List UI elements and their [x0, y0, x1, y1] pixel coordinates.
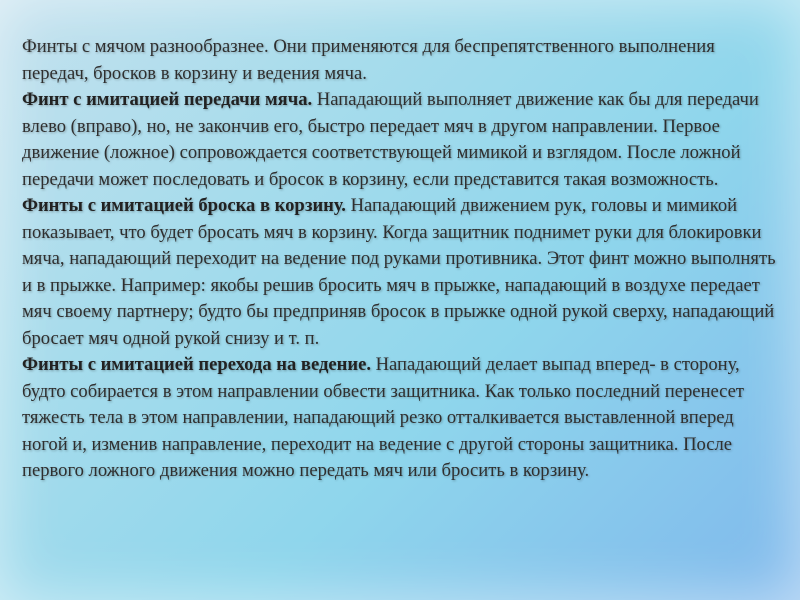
paragraph-heading: Финт с имитацией передачи мяча. — [22, 89, 313, 110]
slide-text-body — [22, 34, 784, 485]
paragraph-text: Нападающий делает выпад вперед- в сторону, будто собирается в этом направлении обвести защитника. Как только последний перенесет тяжесть тела в этом направлении, нападающий резко отталкивается выставленной вперед ногой и, изменив направление, переходит на ведение с другой стороны защитника. После первого ложного движения можно передать мяч или бросить в корзину. — [22, 354, 745, 481]
paragraph-text: Финты с мячом разнообразнее. Они применяются для беспрепятственного выполнения передач, бросков в корзину и ведения мяча. — [22, 36, 715, 84]
paragraph-dribble-fake — [22, 352, 784, 485]
paragraph-shot-fake — [22, 193, 784, 352]
paragraph-pass-fake — [22, 87, 784, 193]
paragraph-text: Нападающий движением рук, головы и мимикой показывает, что будет бросать мяч в корзину. Когда защитник поднимет руки для блокировки мяча, нападающий переходит на ведение под руками противника. Этот финт можно выполнять и в прыжке. Например: якобы решив бросить мяч в прыжке, нападающий в воздухе передает мяч своему партнеру; будто бы предприняв бросок в прыжке одной рукой сверху, нападающий бросает мяч одной рукой снизу и т. п. — [22, 195, 776, 349]
paragraph-heading: Финты с имитацией броска в корзину. — [22, 195, 346, 216]
paragraph-intro — [22, 34, 784, 87]
paragraph-heading: Финты с имитацией перехода на ведение. — [22, 354, 371, 375]
paragraph-text: Нападающий выполняет движение как бы для передачи влево (вправо), но, не закончив его, быстро передает мяч в другом направлении. Первое движение (ложное) сопровождается соответствующей мимикой и взглядом. После ложной передачи может последовать и бросок в корзину, если представится такая возможность. — [22, 89, 759, 190]
